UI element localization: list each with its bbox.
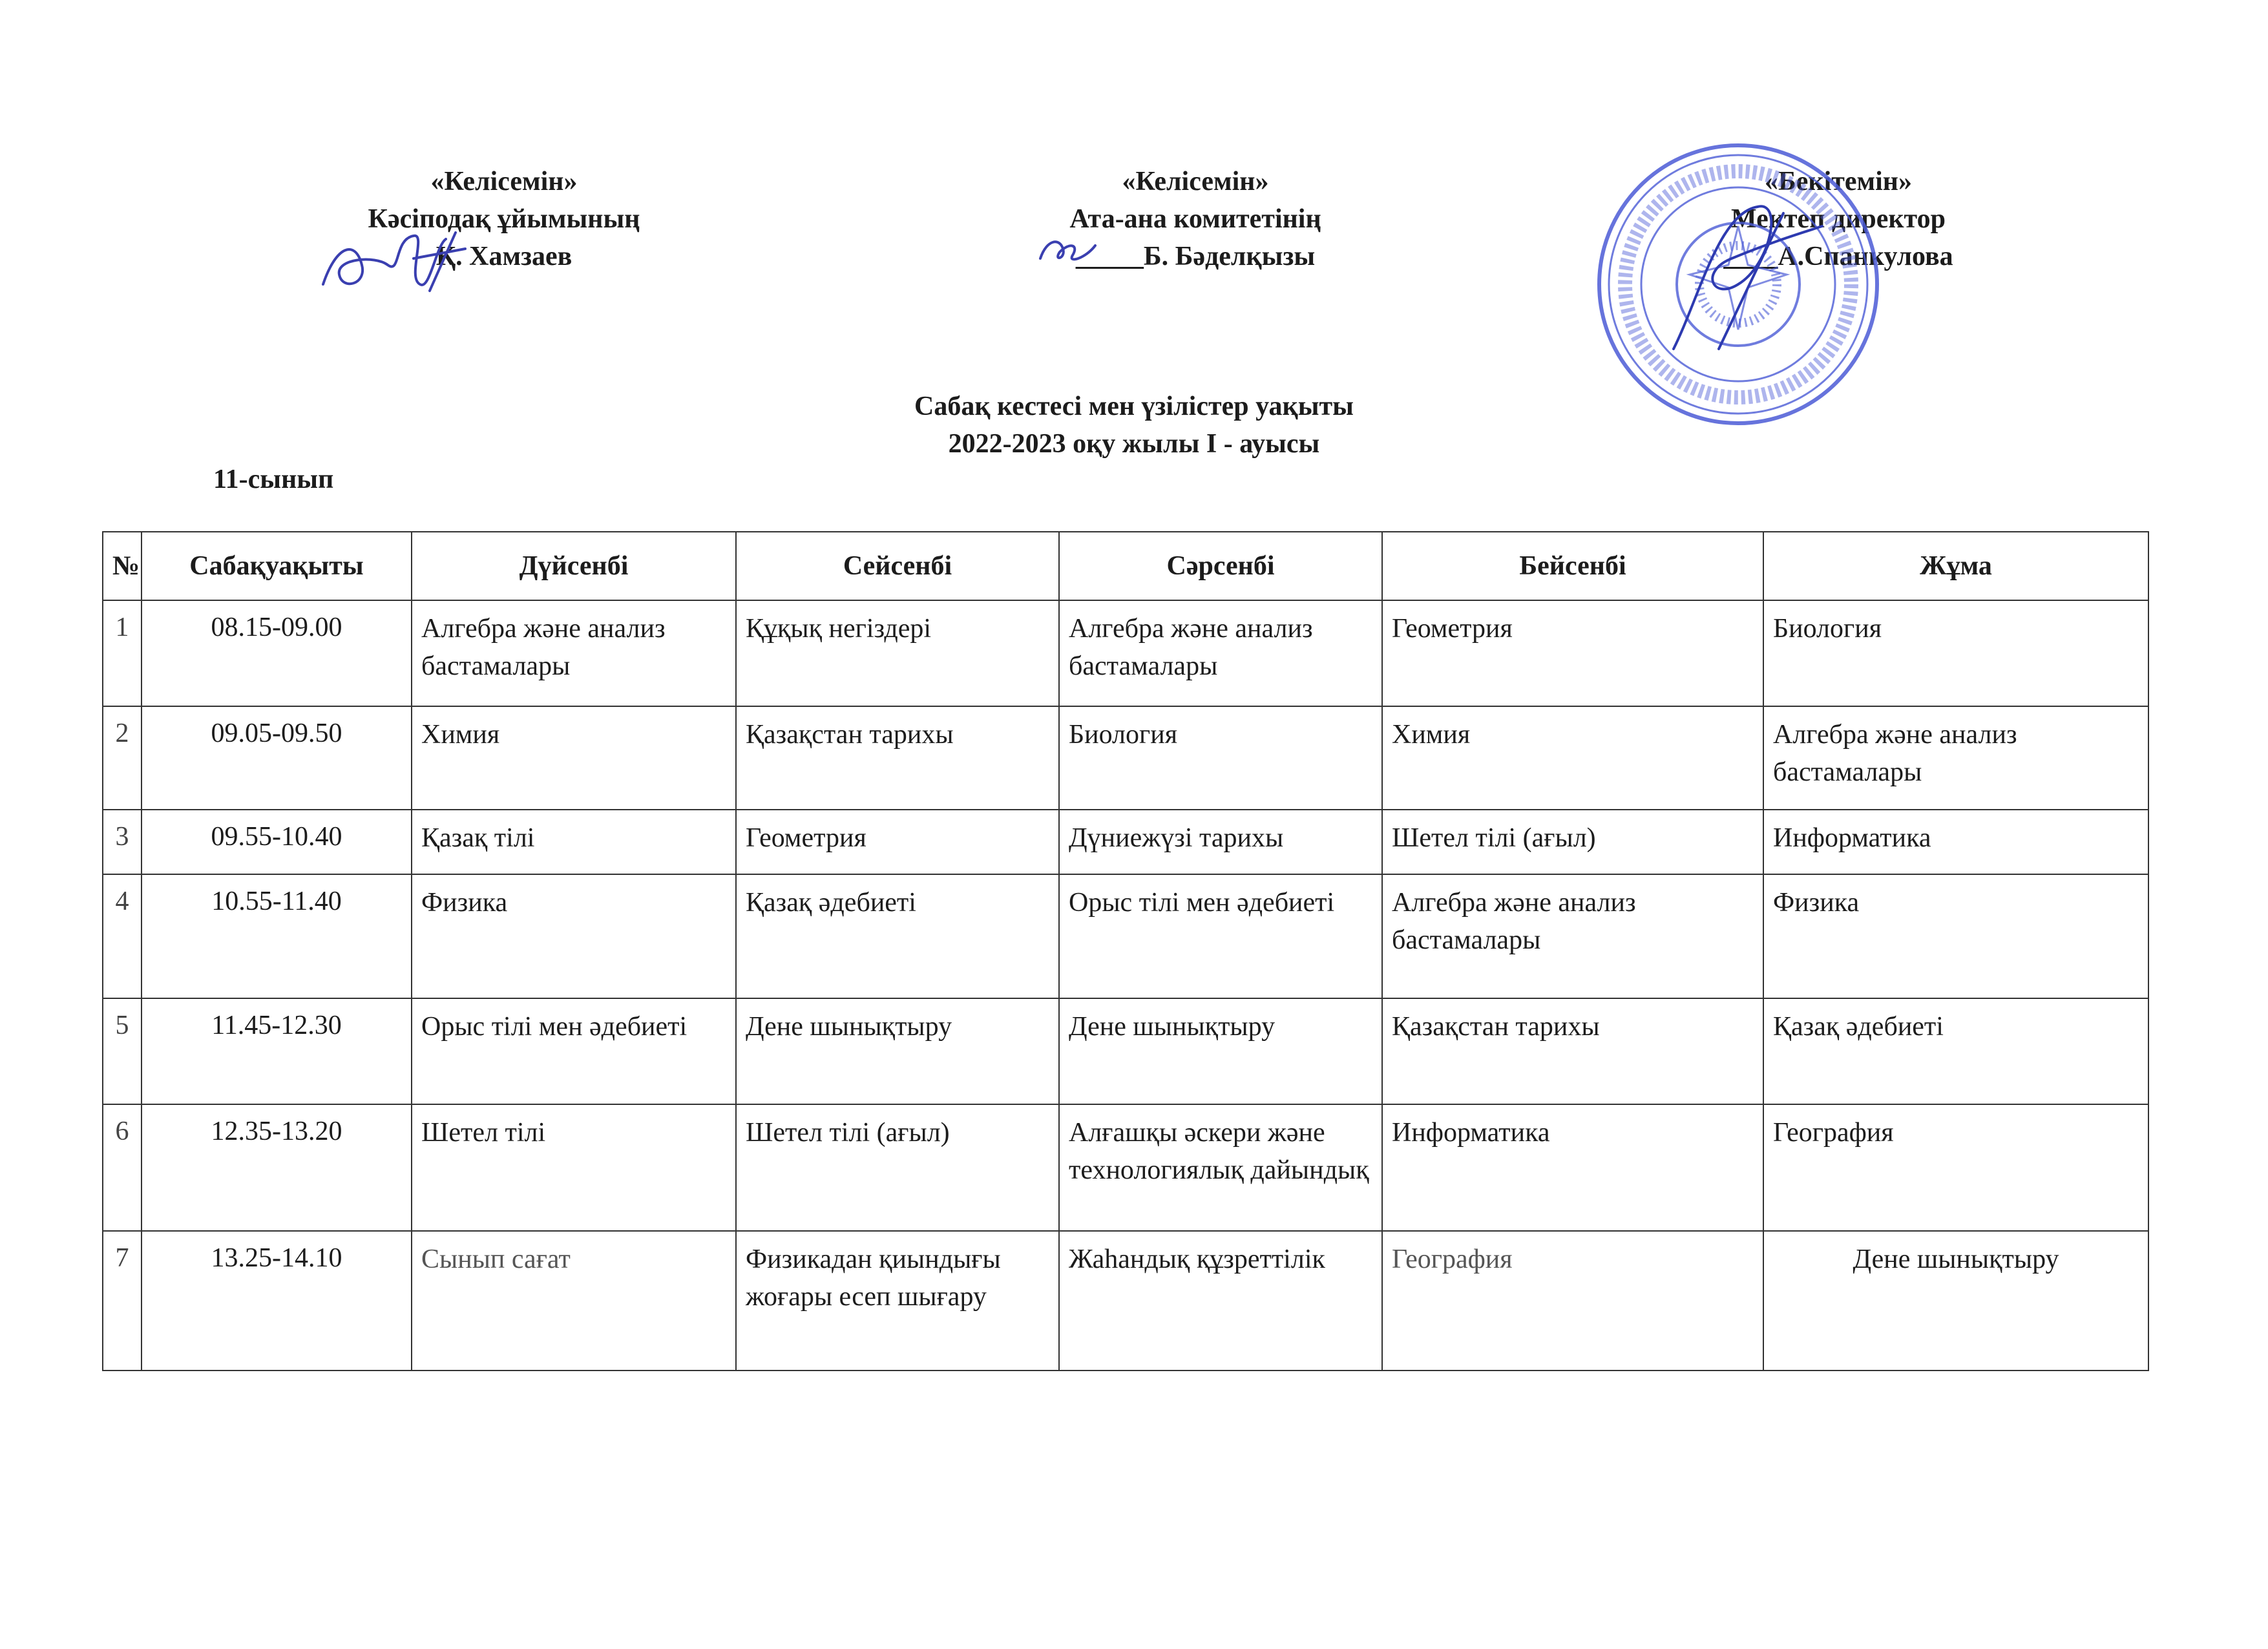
lesson-time: 10.55-11.40 xyxy=(142,874,412,998)
lesson-number: 6 xyxy=(103,1104,142,1231)
lesson-number: 4 xyxy=(103,874,142,998)
monday-subject: Орыс тілі мен әдебиеті xyxy=(412,998,736,1104)
approval-name: ____А.Спанкулова xyxy=(1723,242,1953,271)
header-tuesday: Сейсенбі xyxy=(736,532,1059,600)
lesson-number: 3 xyxy=(103,810,142,874)
approval-heading: «Келісемін» xyxy=(1122,167,1269,196)
friday-subject: Информатика xyxy=(1763,810,2148,874)
header-time: Сабақуақыты xyxy=(142,532,412,600)
table-row xyxy=(103,998,2148,1104)
lesson-number: 5 xyxy=(103,998,142,1104)
approval-role: Мектеп директор xyxy=(1731,204,1946,234)
title-line-2: 2022-2023 оқу жылы І - ауысы xyxy=(948,429,1320,459)
friday-subject: Алгебра және анализ бастамалары xyxy=(1763,706,2148,810)
wednesday-subject: Жаһандық құзреттілік xyxy=(1059,1231,1382,1371)
monday-subject: Физика xyxy=(412,874,736,998)
monday-subject: Сынып сағат xyxy=(412,1231,736,1371)
lesson-time: 08.15-09.00 xyxy=(142,600,412,706)
tuesday-subject: Геометрия xyxy=(736,810,1059,874)
friday-subject: Биология xyxy=(1763,600,2148,706)
tuesday-subject: Құқық негіздері xyxy=(736,600,1059,706)
lesson-time: 12.35-13.20 xyxy=(142,1104,412,1231)
monday-subject: Химия xyxy=(412,706,736,810)
table-row xyxy=(103,1231,2148,1371)
title-line-1: Сабақ кестесі мен үзілістер уақыты xyxy=(914,392,1354,421)
approval-name: Қ. Хамзаев xyxy=(436,242,572,271)
lesson-number: 1 xyxy=(103,600,142,706)
header-friday: Жұма xyxy=(1763,532,2148,600)
friday-subject: Физика xyxy=(1763,874,2148,998)
approval-role: Ата-ана комитетінің xyxy=(1069,204,1321,234)
thursday-subject: География xyxy=(1382,1231,1763,1371)
friday-subject: География xyxy=(1763,1104,2148,1231)
header-thursday: Бейсенбі xyxy=(1382,532,1763,600)
tuesday-subject: Дене шынықтыру xyxy=(736,998,1059,1104)
thursday-subject: Геометрия xyxy=(1382,600,1763,706)
wednesday-subject: Дүниежүзі тарихы xyxy=(1059,810,1382,874)
schedule-table xyxy=(102,531,2149,1371)
class-label: 11-сынып xyxy=(213,465,334,494)
table-row xyxy=(103,810,2148,874)
thursday-subject: Қазақстан тарихы xyxy=(1382,998,1763,1104)
thursday-subject: Химия xyxy=(1382,706,1763,810)
thursday-subject: Шетел тілі (ағыл) xyxy=(1382,810,1763,874)
monday-subject: Шетел тілі xyxy=(412,1104,736,1231)
wednesday-subject: Алғашқы әскери және технологиялық дайындық xyxy=(1059,1104,1382,1231)
tuesday-subject: Қазақстан тарихы xyxy=(736,706,1059,810)
friday-subject: Дене шынықтыру xyxy=(1763,1231,2148,1371)
monday-subject: Алгебра және анализ бастамалары xyxy=(412,600,736,706)
wednesday-subject: Биология xyxy=(1059,706,1382,810)
wednesday-subject: Орыс тілі мен әдебиеті xyxy=(1059,874,1382,998)
monday-subject: Қазақ тілі xyxy=(412,810,736,874)
document-title xyxy=(0,388,2268,463)
tuesday-subject: Физикадан қиындығы жоғары есеп шығару xyxy=(736,1231,1059,1371)
wednesday-subject: Дене шынықтыру xyxy=(1059,998,1382,1104)
wednesday-subject: Алгебра және анализ бастамалары xyxy=(1059,600,1382,706)
lesson-time: 09.55-10.40 xyxy=(142,810,412,874)
approval-heading: «Бекітемін» xyxy=(1764,167,1913,196)
lesson-time: 09.05-09.50 xyxy=(142,706,412,810)
header-number: № xyxy=(103,532,142,600)
lesson-number: 7 xyxy=(103,1231,142,1371)
approval-name: _____Б. Бәделқызы xyxy=(1075,242,1316,271)
friday-subject: Қазақ әдебиеті xyxy=(1763,998,2148,1104)
approval-heading: «Келісемін» xyxy=(430,167,578,196)
signature-hamzaev xyxy=(317,220,485,304)
signature-badelkyzy xyxy=(1034,233,1105,271)
thursday-subject: Алгебра және анализ бастамалары xyxy=(1382,874,1763,998)
lesson-time: 11.45-12.30 xyxy=(142,998,412,1104)
tuesday-subject: Шетел тілі (ағыл) xyxy=(736,1104,1059,1231)
header-wednesday: Сәрсенбі xyxy=(1059,532,1382,600)
table-row xyxy=(103,706,2148,810)
table-row xyxy=(103,1104,2148,1231)
approval-role: Кәсіподақ ұйымының xyxy=(368,204,640,234)
table-row xyxy=(103,874,2148,998)
thursday-subject: Информатика xyxy=(1382,1104,1763,1231)
table-row xyxy=(103,600,2148,706)
header-monday: Дүйсенбі xyxy=(412,532,736,600)
lesson-number: 2 xyxy=(103,706,142,810)
table-header-row xyxy=(103,532,2148,600)
tuesday-subject: Қазақ әдебиеті xyxy=(736,874,1059,998)
lesson-time: 13.25-14.10 xyxy=(142,1231,412,1371)
